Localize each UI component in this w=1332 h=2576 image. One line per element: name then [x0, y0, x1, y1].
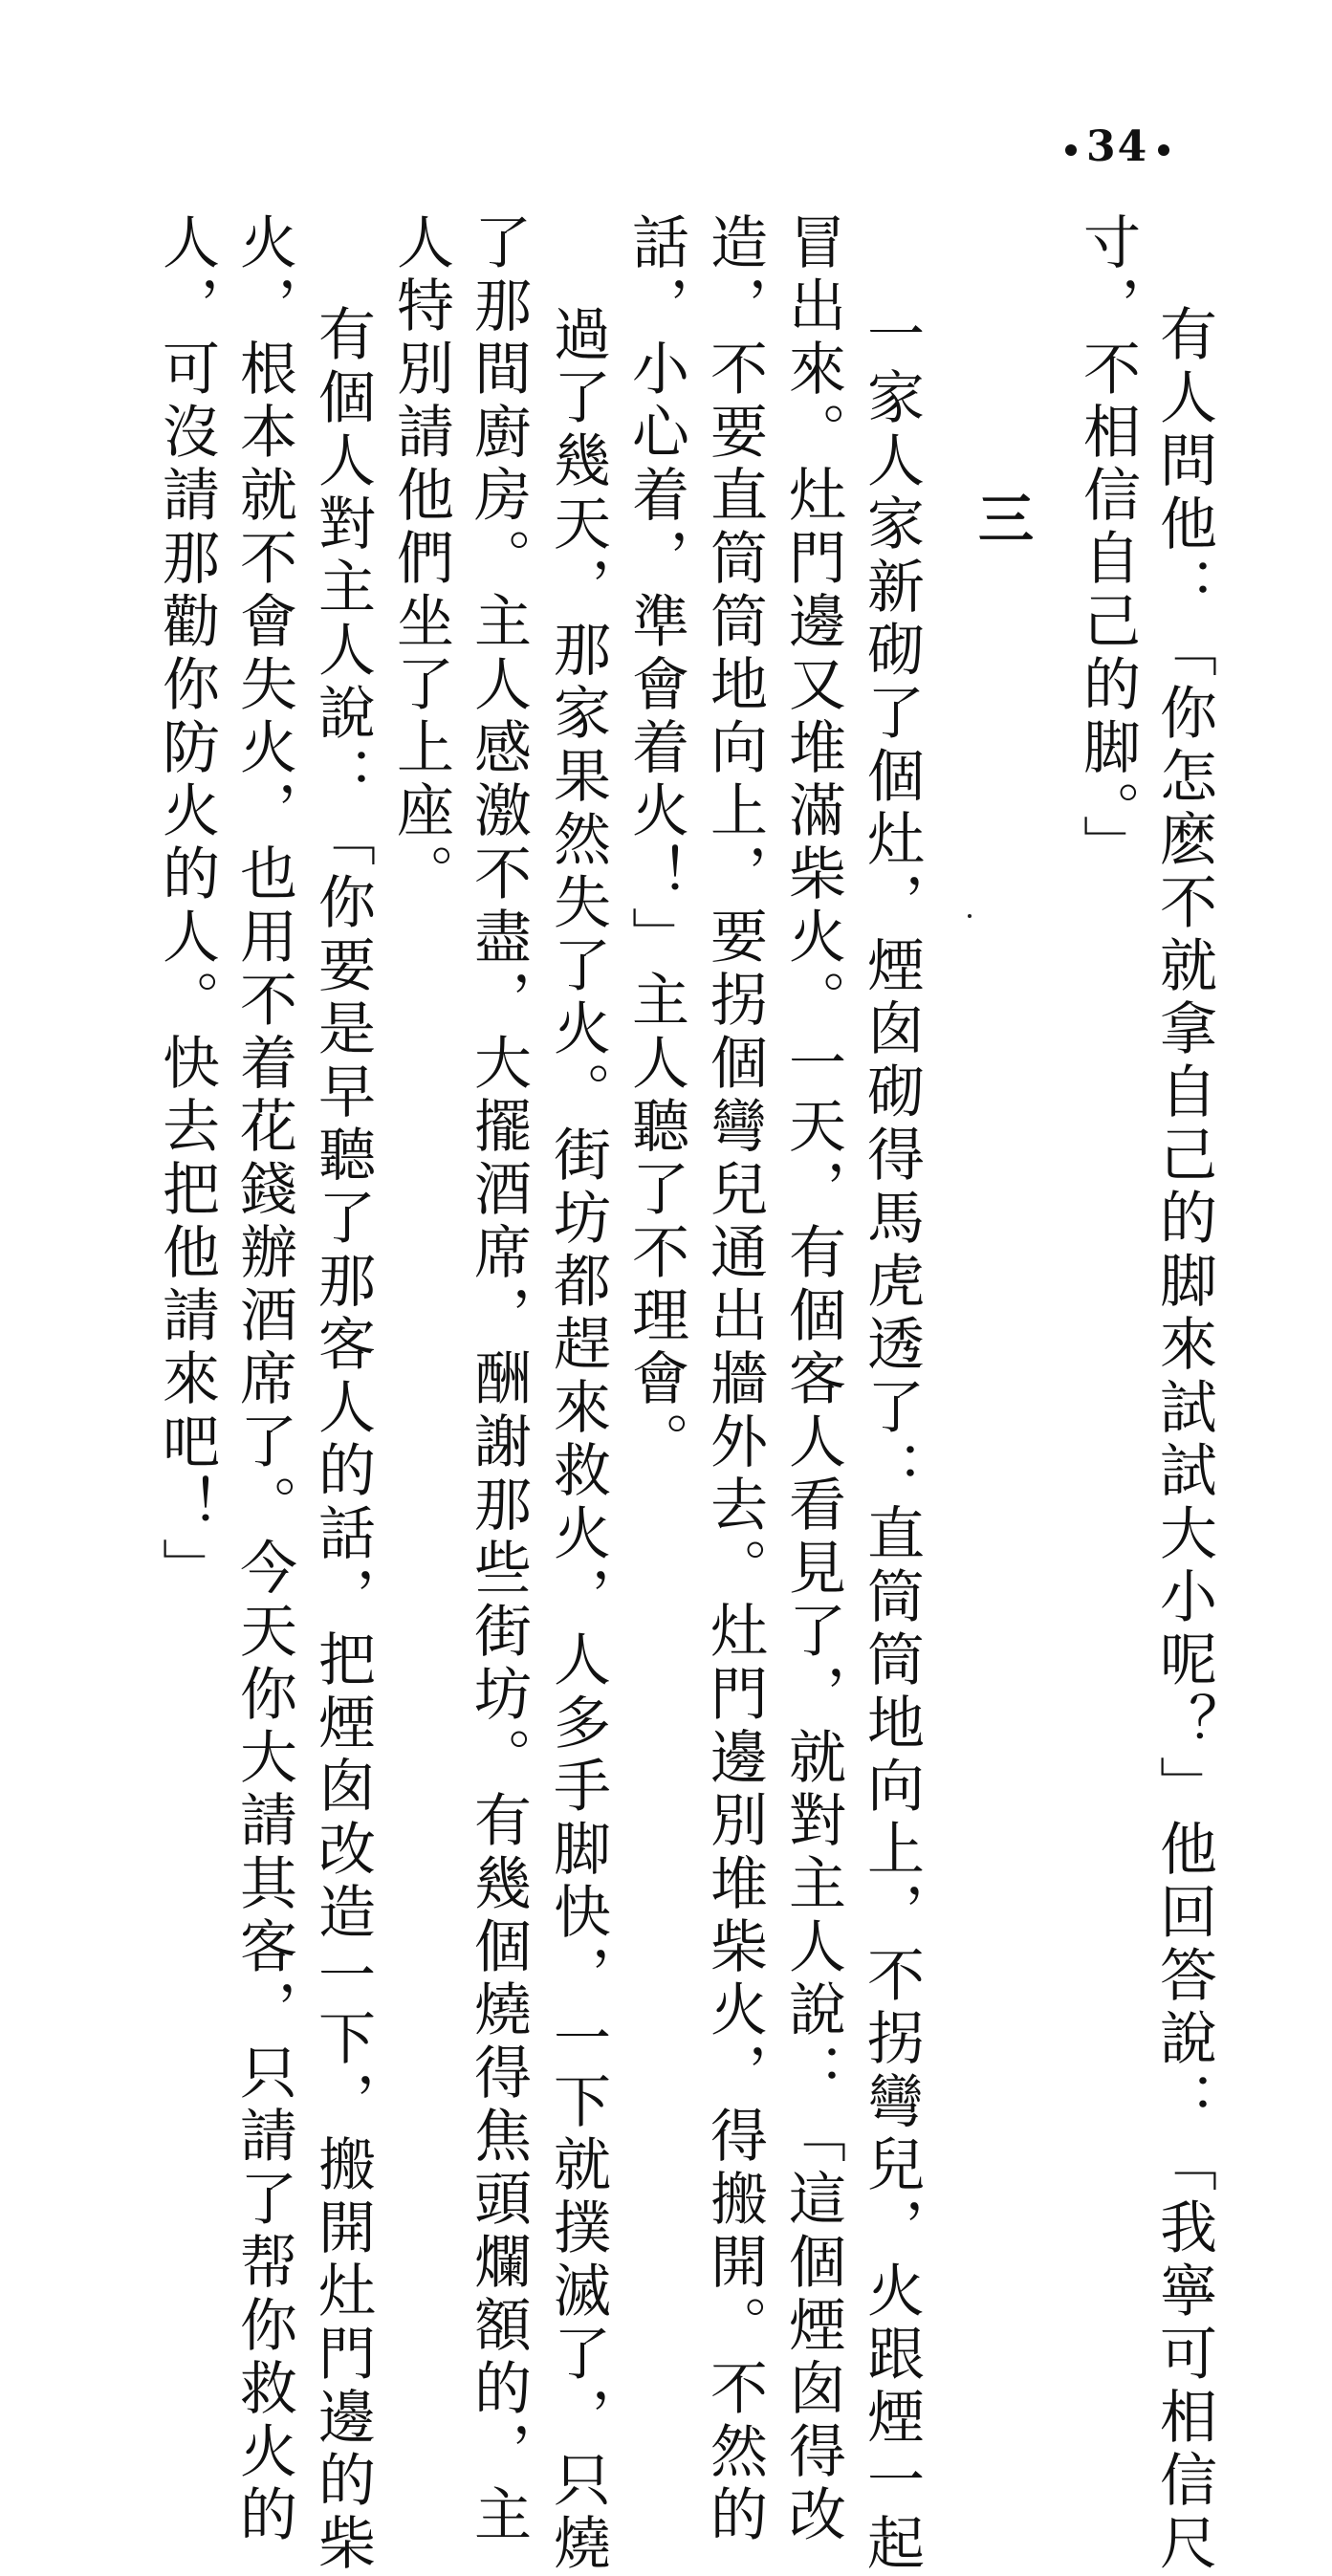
text-column-13: 人，可沒請那勸你防火的人。快去把他請來吧！」	[153, 212, 220, 1601]
print-speck	[968, 914, 972, 918]
text-column-9: 了那間廚房。主人感激不盡，大擺酒席，酬謝那些街坊。有幾個燒得焦頭爛額的，主	[465, 212, 532, 2547]
text-column-2: 寸，不相信自己的脚。」	[1074, 212, 1141, 878]
text-column-6: 造，不要直筒筒地向上，要拐個彎兒通出牆外去。灶門邊別堆柴火，得搬開。不然的	[701, 212, 768, 2547]
text-column-7: 話，小心着，準會着火！」主人聽了不理會。	[622, 212, 689, 1474]
page-number-text: 34	[1086, 122, 1149, 171]
bullet-dot-right	[1158, 144, 1169, 156]
text-column-12: 火，根本就不會失火，也用不着花錢辦酒席了。今天你大請其客，只請了帮你救火的	[230, 212, 297, 2547]
text-column-8: 過了幾天，那家果然失了火。街坊都趕來救火，人多手脚快，一下就撲滅了，只燒	[544, 304, 611, 2576]
text-column-1: 有人問他：「你怎麽不就拿自己的脚來試試大小呢？」他回答說：「我寧可相信尺	[1150, 304, 1217, 2576]
page-number	[1056, 122, 1179, 171]
text-column-4: 一家人家新砌了個灶，煙囱砌得馬虎透了：直筒筒地向上，不拐彎兒，火跟煙一起	[858, 304, 925, 2576]
text-column-5: 冒出來。灶門邊又堆滿柴火。一天，有個客人看見了，就對主人說：「這個煙囱得改	[779, 212, 846, 2547]
section-heading: 三	[969, 490, 1034, 545]
text-column-11: 有個人對主人說：「你要是早聽了那客人的話，把煙囱改造一下，搬開灶門邊的柴	[309, 304, 376, 2576]
bullet-dot-left	[1065, 144, 1077, 156]
text-column-10: 人特別請他們坐了上座。	[387, 212, 454, 906]
